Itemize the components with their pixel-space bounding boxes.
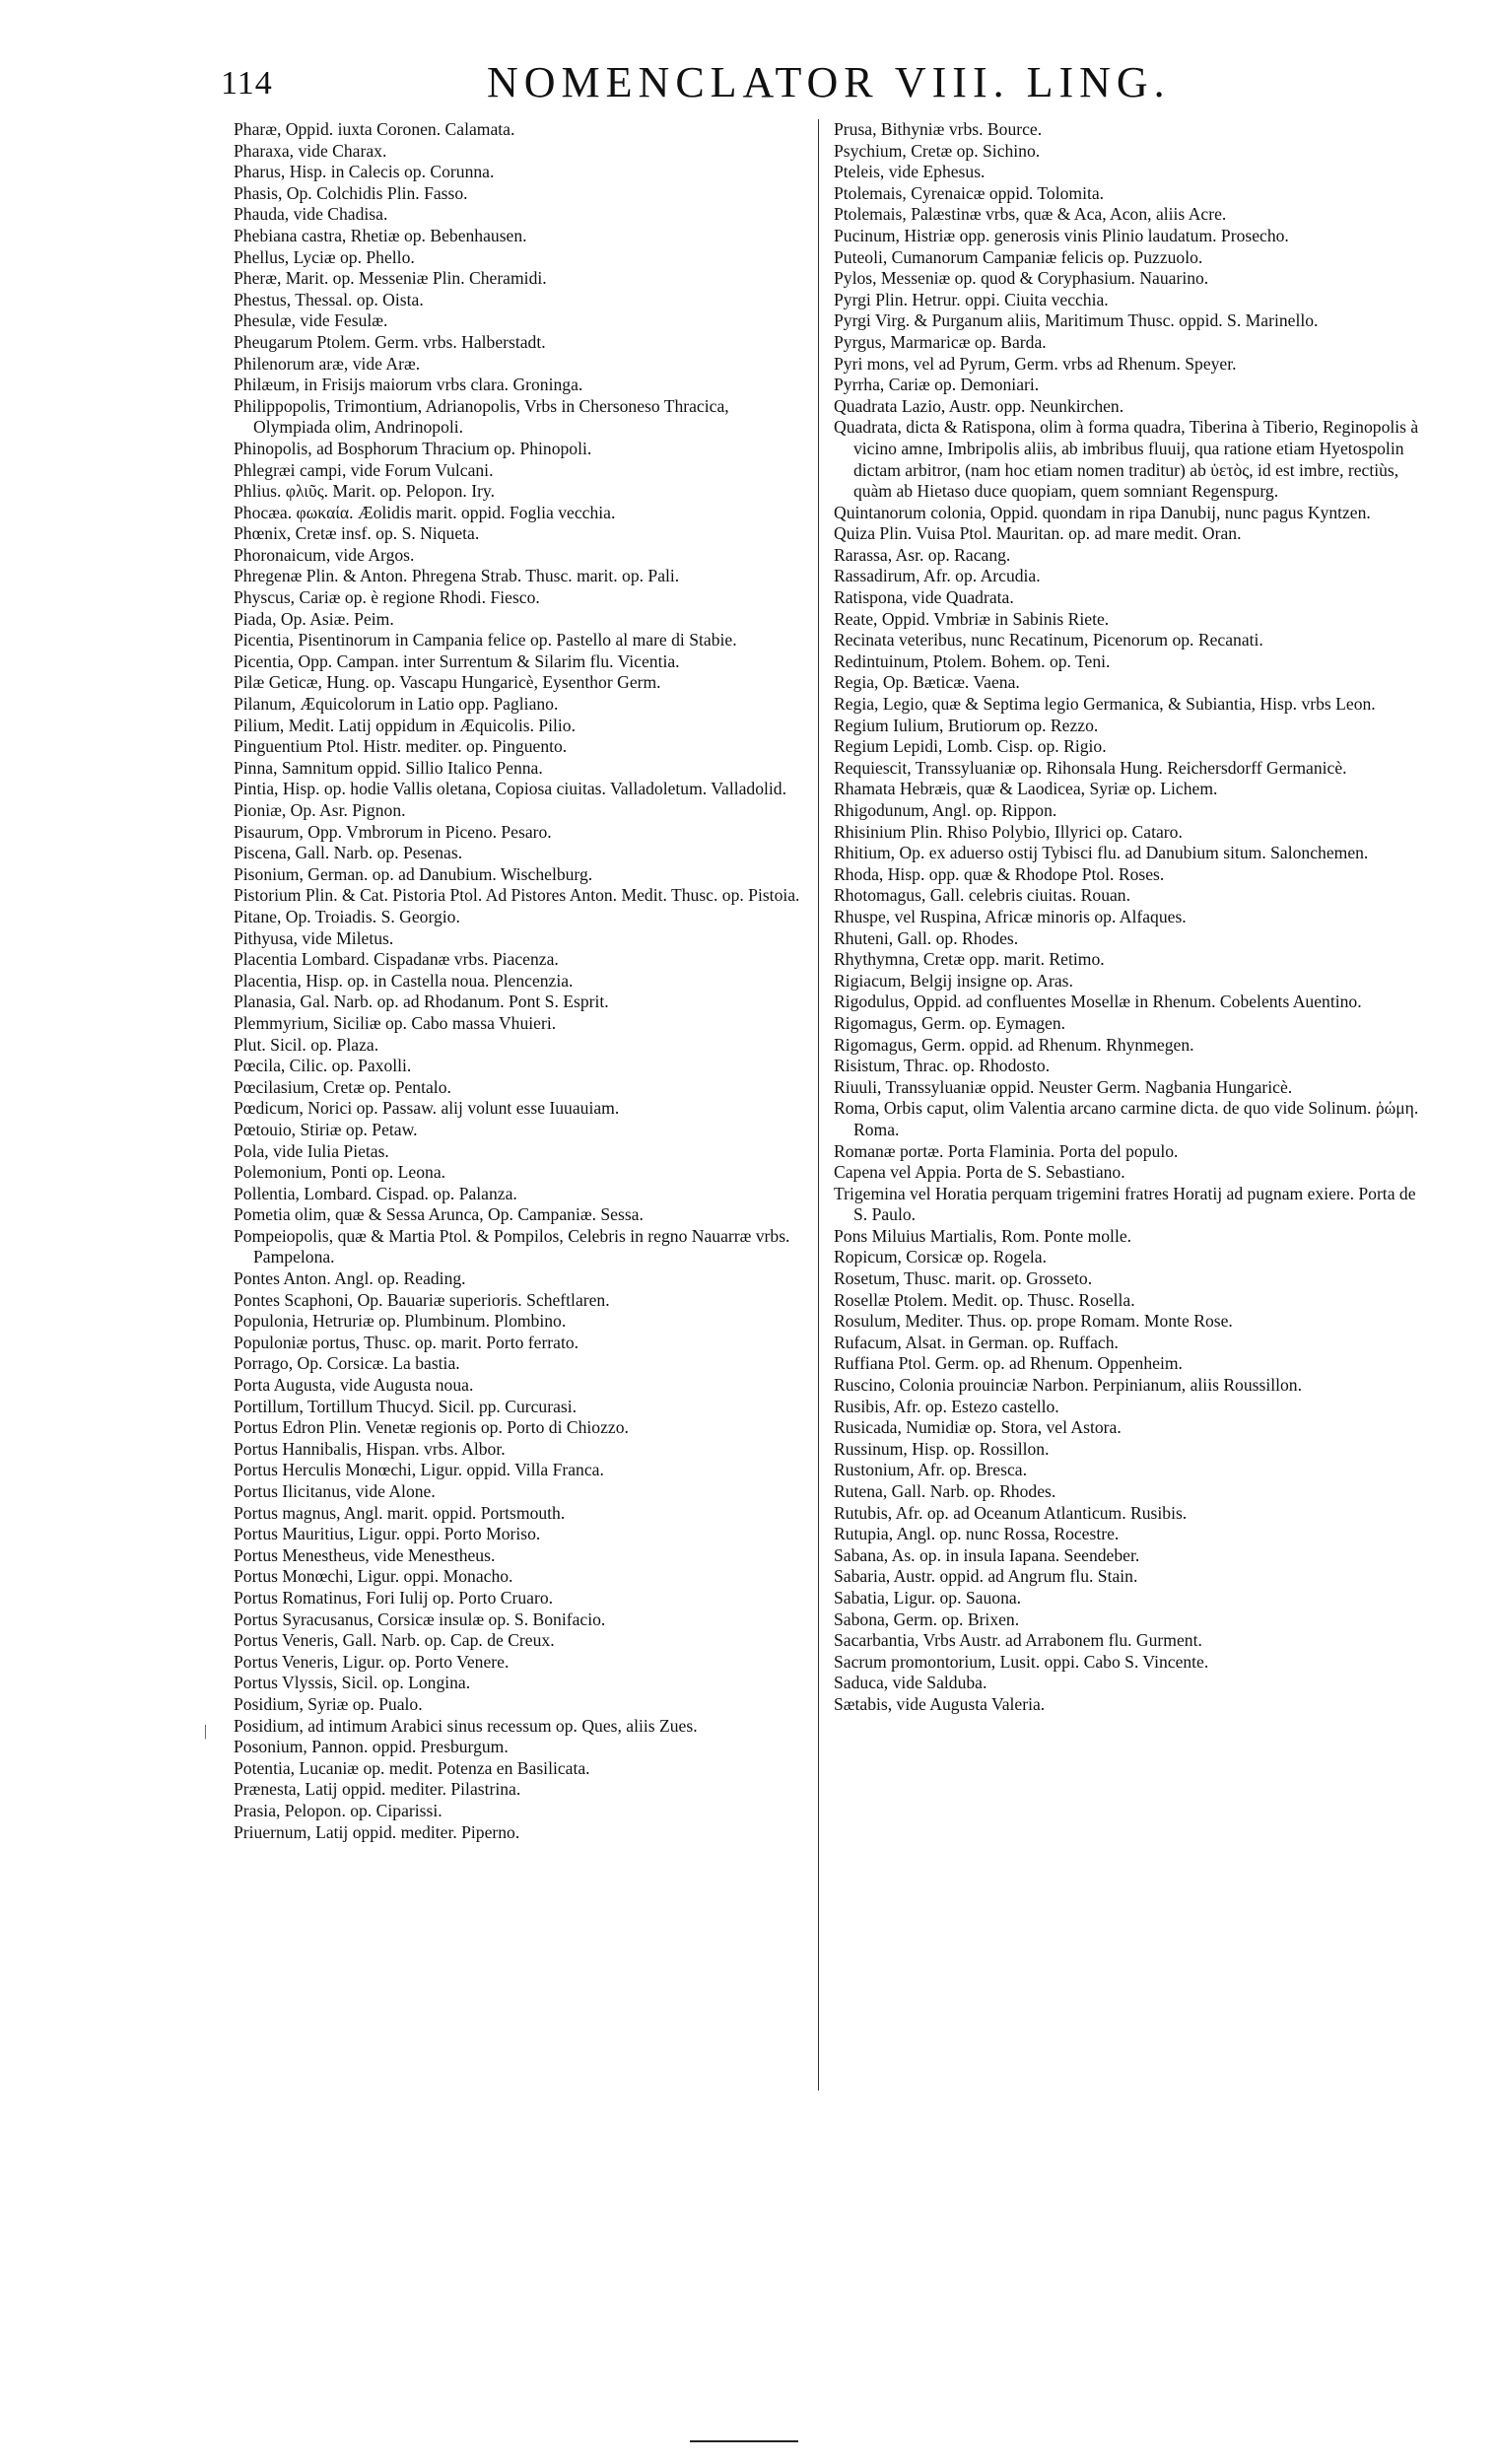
dictionary-entry: Portillum, Tortillum Thucyd. Sicil. pp. Curcurasi.	[234, 1396, 578, 1416]
dictionary-entry: Puteoli, Cumanorum Campaniæ felicis op. Puzzuolo.	[834, 246, 1203, 267]
dictionary-entry: Piscena, Gall. Narb. op. Pesenas.	[234, 843, 463, 863]
dictionary-entry: Phellus, Lyciæ op. Phello.	[234, 246, 415, 267]
dictionary-entry: Pons Miluius Martialis, Rom. Ponte molle.	[834, 1225, 1132, 1246]
dictionary-entry: Prasia, Pelopon. op. Ciparissi.	[234, 1800, 442, 1820]
dictionary-entry: Rhigodunum, Angl. op. Rippon.	[834, 800, 1057, 820]
dictionary-entry: Pometia olim, quæ & Sessa Arunca, Op. Campaniæ. Sessa.	[234, 1204, 644, 1225]
dictionary-entry: Pisaurum, Opp. Vmbrorum in Piceno. Pesaro.	[234, 821, 552, 842]
dictionary-entry: Capena vel Appia. Porta de S. Sebastiano.	[834, 1162, 1125, 1183]
dictionary-entry: Quintanorum colonia, Oppid. quondam in ripa Danubij, nunc pagus Kyntzen.	[834, 502, 1371, 522]
dictionary-entry: Rhitium, Op. ex aduerso ostij Tybisci flu. ad Danubium situm. Salonchemen.	[834, 843, 1369, 863]
dictionary-entry: Pteleis, vide Ephesus.	[834, 162, 986, 182]
dictionary-entry: Rutubis, Afr. op. ad Oceanum Atlanticum. Rusibis.	[834, 1502, 1188, 1523]
dictionary-entry: Portus Romatinus, Fori Iulij op. Porto Cruaro.	[234, 1587, 554, 1608]
dictionary-entry: Ptolemais, Palæstinæ vrbs, quæ & Aca, Acon, aliis Acre.	[834, 204, 1227, 225]
dictionary-entry: Pœtouio, Stiriæ op. Petaw.	[234, 1119, 418, 1139]
dictionary-entry: Pioniæ, Op. Asr. Pignon.	[234, 800, 406, 820]
dictionary-entry: Rosetum, Thusc. marit. op. Grosseto.	[834, 1268, 1093, 1289]
dictionary-entry: Pilæ Geticæ, Hung. op. Vascapu Hungaricè, Eysenthor Germ.	[234, 672, 661, 693]
dictionary-entry: Picentia, Pisentinorum in Campania felice op. Pastello al mare di Stabie.	[234, 630, 737, 650]
dictionary-entry: Rustonium, Afr. op. Bresca.	[834, 1460, 1027, 1480]
dictionary-entry: Phebiana castra, Rhetiæ op. Bebenhausen.	[234, 225, 527, 245]
dictionary-entry: Psychium, Cretæ op. Sichino.	[834, 140, 1041, 161]
dictionary-entry: Portus Menestheus, vide Menestheus.	[234, 1544, 496, 1565]
dictionary-entry: Pheugarum Ptolem. Germ. vrbs. Halberstadt.	[234, 331, 546, 352]
dictionary-entry: Phauda, vide Chadisa.	[234, 204, 388, 225]
dictionary-entry: Phlegræi campi, vide Forum Vulcani.	[234, 459, 494, 480]
dictionary-entry: Posonium, Pannon. oppid. Presburgum.	[234, 1737, 509, 1757]
dictionary-entry: Rhoda, Hisp. opp. quæ & Rhodope Ptol. Roses.	[834, 863, 1165, 884]
dictionary-entry: Rusibis, Afr. op. Estezo castello.	[834, 1396, 1059, 1416]
dictionary-entry: Pheræ, Marit. op. Messeniæ Plin. Cheramidi.	[234, 268, 547, 289]
dictionary-entry: Redintuinum, Ptolem. Bohem. op. Teni.	[834, 650, 1111, 671]
dictionary-entry: Pithyusa, vide Miletus.	[234, 927, 394, 948]
dictionary-entry: Pharæ, Oppid. iuxta Coronen. Calamata.	[234, 119, 515, 139]
dictionary-entry: Posidium, ad intimum Arabici sinus recessum op. Ques, aliis Zues.	[234, 1715, 698, 1736]
dictionary-entry: Porrago, Op. Corsicæ. La bastia.	[234, 1353, 460, 1374]
dictionary-entry: Piada, Op. Asiæ. Peim.	[234, 608, 394, 629]
dictionary-entry: Philæum, in Frisijs maiorum vrbs clara. Groninga.	[234, 375, 583, 395]
dictionary-entry: Riuuli, Transsyluaniæ oppid. Neuster Germ. Nagbania Hungaricè.	[834, 1076, 1293, 1097]
dictionary-entry: Pintia, Hisp. op. hodie Vallis oletana, Copiosa ciuitas. Valladoletum. Valladolid.	[234, 779, 786, 799]
dictionary-entry: Requiescit, Transsyluaniæ op. Rihonsala Hung. Reichersdorff Germanicè.	[834, 757, 1347, 778]
page-number: 114	[221, 65, 273, 102]
dictionary-entry: Porta Augusta, vide Augusta noua.	[234, 1375, 474, 1396]
dictionary-entry: Portus Ilicitanus, vide Alone.	[234, 1481, 436, 1501]
dictionary-entry: Sabana, As. op. in insula Iapana. Seendeber.	[834, 1544, 1140, 1565]
dictionary-entry: Phasis, Op. Colchidis Plin. Fasso.	[234, 182, 468, 203]
dictionary-entry: Regia, Legio, quæ & Septima legio Germanica, & Subiantia, Hisp. vrbs Leon.	[834, 694, 1376, 715]
dictionary-entry: Phinopolis, ad Bosphorum Thracium op. Phinopoli.	[234, 438, 592, 458]
dictionary-entry: Ropicum, Corsicæ op. Rogela.	[834, 1247, 1047, 1267]
dictionary-entry: Saduca, vide Salduba.	[834, 1673, 987, 1693]
dictionary-entry: Polemonium, Ponti op. Leona.	[234, 1162, 446, 1183]
dictionary-entry: Portus magnus, Angl. marit. oppid. Portsmouth.	[234, 1502, 566, 1523]
dictionary-entry: Ptolemais, Cyrenaicæ oppid. Tolomita.	[834, 182, 1105, 203]
dictionary-entry: Quiza Plin. Vuisa Ptol. Mauritan. op. ad mare medit. Oran.	[834, 523, 1242, 544]
dictionary-entry: Portus Hannibalis, Hispan. vrbs. Albor.	[234, 1438, 506, 1459]
column-divider	[818, 119, 819, 2090]
dictionary-entry: Pinguentium Ptol. Histr. mediter. op. Pinguento.	[234, 736, 568, 757]
dictionary-entry: Sabaria, Austr. oppid. ad Angrum flu. Stain.	[834, 1566, 1138, 1587]
dictionary-entry: Rhisinium Plin. Rhiso Polybio, Illyrici op. Cataro.	[834, 821, 1183, 842]
dictionary-entry: Rarassa, Asr. op. Racang.	[834, 544, 1011, 565]
dictionary-entry: Rosellæ Ptolem. Medit. op. Thusc. Rosella.	[834, 1289, 1135, 1310]
dictionary-entry: Sabona, Germ. op. Brixen.	[834, 1608, 1020, 1629]
dictionary-entry: Pollentia, Lombard. Cispad. op. Palanza.	[234, 1183, 517, 1203]
dictionary-entry: Regium Lepidi, Lomb. Cisp. op. Rigio.	[834, 736, 1107, 757]
dictionary-entry: Pœdicum, Norici op. Passaw. alij volunt esse Iuuauiam.	[234, 1098, 620, 1119]
dictionary-entry: Trigemina vel Horatia perquam trigemini fratres Horatij ad pugnam exiere. Porta de S. Paulo.	[834, 1183, 1416, 1225]
dictionary-entry: Recinata veteribus, nunc Recatinum, Picenorum op. Recanati.	[834, 630, 1263, 650]
right-column	[834, 119, 1425, 1716]
page-header	[221, 57, 1187, 116]
dictionary-entry: Pyrrha, Cariæ op. Demoniari.	[834, 375, 1040, 395]
dictionary-entry: Rigomagus, Germ. op. Eymagen.	[834, 1012, 1066, 1033]
left-column	[234, 119, 803, 1843]
dictionary-entry: Pitane, Op. Troiadis. S. Georgio.	[234, 906, 460, 926]
dictionary-entry: Sætabis, vide Augusta Valeria.	[834, 1693, 1046, 1714]
dictionary-entry: Pyri mons, vel ad Pyrum, Germ. vrbs ad Rhenum. Speyer.	[834, 353, 1237, 374]
dictionary-entry: Populonia, Hetruriæ op. Plumbinum. Plombino.	[234, 1311, 567, 1332]
dictionary-entry: Pontes Anton. Angl. op. Reading.	[234, 1268, 466, 1289]
dictionary-entry: Phoronaicum, vide Argos.	[234, 544, 415, 565]
footer-rule	[690, 2440, 798, 2442]
dictionary-entry: Pilanum, Æquicolorum in Latio opp. Pagliano.	[234, 694, 559, 715]
dictionary-entry: Plut. Sicil. op. Plaza.	[234, 1034, 379, 1055]
dictionary-entry: Physcus, Cariæ op. è regione Rhodi. Fiesco.	[234, 587, 540, 608]
dictionary-entry: Portus Syracusanus, Corsicæ insulæ op. S. Bonifacio.	[234, 1608, 606, 1629]
dictionary-entry: Pylos, Messeniæ op. quod & Coryphasium. Nauarino.	[834, 268, 1209, 289]
dictionary-entry: Ruscino, Colonia prouinciæ Narbon. Perpinianum, aliis Roussillon.	[834, 1375, 1303, 1396]
dictionary-entry: Rutupia, Angl. op. nunc Rossa, Rocestre.	[834, 1524, 1120, 1544]
dictionary-entry: Sabatia, Ligur. op. Sauona.	[834, 1587, 1022, 1608]
dictionary-entry: Picentia, Opp. Campan. inter Surrentum & Silarim flu. Vicentia.	[234, 650, 680, 671]
dictionary-entry: Potentia, Lucaniæ op. medit. Potenza en Basilicata.	[234, 1757, 590, 1778]
dictionary-entry: Pyrgi Virg. & Purganum aliis, Maritimum Thusc. oppid. S. Marinello.	[834, 310, 1319, 331]
dictionary-entry: Populoniæ portus, Thusc. op. marit. Porto ferrato.	[234, 1332, 579, 1352]
dictionary-entry: Portus Monœchi, Ligur. oppi. Monacho.	[234, 1566, 513, 1587]
dictionary-entry: Planasia, Gal. Narb. op. ad Rhodanum. Pont S. Esprit.	[234, 992, 609, 1012]
dictionary-entry: Ratispona, vide Quadrata.	[834, 587, 1014, 608]
dictionary-entry: Pharaxa, vide Charax.	[234, 140, 387, 161]
dictionary-entry: Posidium, Syriæ op. Pualo.	[234, 1693, 423, 1714]
dictionary-entry: Rhamata Hebræis, quæ & Laodicea, Syriæ op. Lichem.	[834, 779, 1218, 799]
dictionary-entry: Pontes Scaphoni, Op. Bauariæ superioris. Scheftlaren.	[234, 1289, 610, 1310]
dictionary-entry: Portus Veneris, Gall. Narb. op. Cap. de Creux.	[234, 1630, 555, 1651]
dictionary-entry: Prænesta, Latij oppid. mediter. Pilastrina.	[234, 1779, 521, 1800]
margin-mark: |	[204, 1723, 208, 1740]
dictionary-entry: Rusicada, Numidiæ op. Stora, vel Astora.	[834, 1417, 1122, 1438]
dictionary-entry: Rutena, Gall. Narb. op. Rhodes.	[834, 1481, 1056, 1501]
dictionary-entry: Phœnix, Cretæ insf. op. S. Niqueta.	[234, 523, 480, 544]
dictionary-entry: Priuernum, Latij oppid. mediter. Piperno.	[234, 1821, 520, 1842]
dictionary-entry: Pœcila, Cilic. op. Paxolli.	[234, 1056, 412, 1076]
dictionary-entry: Phestus, Thessal. op. Oista.	[234, 289, 424, 309]
dictionary-entry: Portus Veneris, Ligur. op. Porto Venere.	[234, 1651, 510, 1672]
dictionary-entry: Reate, Oppid. Vmbriæ in Sabinis Riete.	[834, 608, 1110, 629]
dictionary-entry: Portus Mauritius, Ligur. oppi. Porto Moriso.	[234, 1524, 541, 1544]
dictionary-entry: Rhythymna, Cretæ opp. marit. Retimo.	[834, 949, 1105, 970]
dictionary-entry: Phocæa. φωκαία. Æolidis marit. oppid. Foglia vecchia.	[234, 502, 616, 522]
dictionary-entry: Pistorium Plin. & Cat. Pistoria Ptol. Ad Pistores Anton. Medit. Thusc. op. Pistoia.	[234, 885, 800, 906]
dictionary-entry: Russinum, Hisp. op. Rossillon.	[834, 1438, 1050, 1459]
dictionary-entry: Pisonium, German. op. ad Danubium. Wischelburg.	[234, 863, 593, 884]
dictionary-entry: Portus Vlyssis, Sicil. op. Longina.	[234, 1673, 471, 1693]
running-title: NOMENCLATOR VIII. LING.	[487, 58, 1171, 106]
dictionary-entry: Rigiacum, Belgij insigne op. Aras.	[834, 970, 1073, 991]
dictionary-entry: Pyrgi Plin. Hetrur. oppi. Ciuita vecchia.	[834, 289, 1109, 309]
dictionary-entry: Pilium, Medit. Latij oppidum in Æquicolis. Pilio.	[234, 715, 577, 735]
dictionary-entry: Placentia Lombard. Cispadanæ vrbs. Piacenza.	[234, 949, 559, 970]
dictionary-entry: Romanæ portæ. Porta Flaminia. Porta del populo.	[834, 1140, 1179, 1161]
dictionary-entry: Roma, Orbis caput, olim Valentia arcano carmine dicta. de quo vide Solinum. ῥώμη. Roma.	[834, 1098, 1419, 1139]
dictionary-entry: Pinna, Samnitum oppid. Sillio Italico Penna.	[234, 757, 543, 778]
dictionary-entry: Regium Iulium, Brutiorum op. Rezzo.	[834, 715, 1099, 735]
dictionary-entry: Rosulum, Mediter. Thus. op. prope Romam. Monte Rose.	[834, 1311, 1233, 1332]
dictionary-entry: Phlius. φλιῦς. Marit. op. Pelopon. Iry.	[234, 481, 495, 502]
dictionary-entry: Rufacum, Alsat. in German. op. Ruffach.	[834, 1332, 1119, 1352]
dictionary-entry: Pompeiopolis, quæ & Martia Ptol. & Pompilos, Celebris in regno Nauarræ vrbs. Pampelona.	[234, 1225, 790, 1267]
dictionary-entry: Phesulæ, vide Fesulæ.	[234, 310, 388, 331]
dictionary-entry: Plemmyrium, Siciliæ op. Cabo massa Vhuieri.	[234, 1012, 557, 1033]
dictionary-entry: Rhuteni, Gall. op. Rhodes.	[834, 927, 1019, 948]
dictionary-entry: Rassadirum, Afr. op. Arcudia.	[834, 566, 1041, 586]
dictionary-entry: Pœcilasium, Cretæ op. Pentalo.	[234, 1076, 451, 1097]
dictionary-entry: Pucinum, Histriæ opp. generosis vinis Plinio laudatum. Prosecho.	[834, 225, 1289, 245]
dictionary-entry: Rhotomagus, Gall. celebris ciuitas. Rouan.	[834, 885, 1130, 906]
dictionary-entry: Phregenæ Plin. & Anton. Phregena Strab. Thusc. marit. op. Pali.	[234, 566, 680, 586]
dictionary-entry: Pyrgus, Marmaricæ op. Barda.	[834, 331, 1047, 352]
dictionary-entry: Rigodulus, Oppid. ad confluentes Mosellæ in Rhenum. Cobelents Auentino.	[834, 992, 1362, 1012]
dictionary-entry: Placentia, Hisp. op. in Castella noua. Plencenzia.	[234, 970, 574, 991]
dictionary-entry: Pharus, Hisp. in Calecis op. Corunna.	[234, 162, 495, 182]
dictionary-entry: Rigomagus, Germ. oppid. ad Rhenum. Rhynmegen.	[834, 1034, 1194, 1055]
dictionary-entry: Sacrum promontorium, Lusit. oppi. Cabo S. Vincente.	[834, 1651, 1209, 1672]
dictionary-entry: Regia, Op. Bæticæ. Vaena.	[834, 672, 1020, 693]
dictionary-entry: Portus Edron Plin. Venetæ regionis op. Porto di Chiozzo.	[234, 1417, 629, 1438]
dictionary-entry: Prusa, Bithyniæ vrbs. Bource.	[834, 119, 1043, 139]
dictionary-entry: Philenorum aræ, vide Aræ.	[234, 353, 421, 374]
dictionary-entry: Philippopolis, Trimontium, Adrianopolis, Vrbs in Chersoneso Thracica, Olympiada olim, Andrinopoli.	[234, 395, 729, 438]
dictionary-entry: Risistum, Thrac. op. Rhodosto.	[834, 1056, 1051, 1076]
dictionary-entry: Quadrata, dicta & Ratispona, olim à forma quadra, Tiberina à Tiberio, Reginopolis à vicino amne, Imbripolis aliis, ab imbribus fluuij, qua ratione etiam Hyetospolin dictam arbitror, (nam hoc etiam nomen traditur) ab ὑετὸς, id est imbre, rectiùs, quàm ab Hietaso duce quopiam, quem somniant Regenspurg.	[834, 417, 1419, 502]
dictionary-entry: Sacarbantia, Vrbs Austr. ad Arrabonem flu. Gurment.	[834, 1630, 1202, 1651]
dictionary-entry: Portus Herculis Monœchi, Ligur. oppid. Villa Franca.	[234, 1460, 604, 1480]
dictionary-entry: Quadrata Lazio, Austr. opp. Neunkirchen.	[834, 395, 1124, 416]
dictionary-entry: Ruffiana Ptol. Germ. op. ad Rhenum. Oppenheim.	[834, 1353, 1183, 1374]
dictionary-entry: Pola, vide Iulia Pietas.	[234, 1140, 389, 1161]
dictionary-entry: Rhuspe, vel Ruspina, Africæ minoris op. Alfaques.	[834, 906, 1187, 926]
